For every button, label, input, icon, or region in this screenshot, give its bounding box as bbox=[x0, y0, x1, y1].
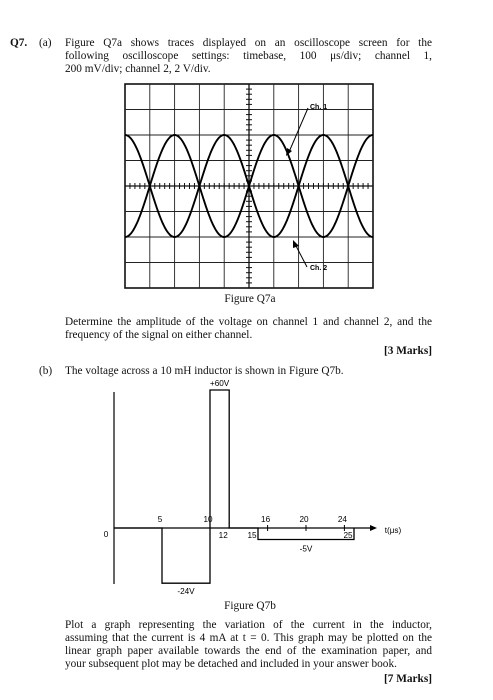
figure-q7b-caption: Figure Q7b bbox=[224, 600, 276, 612]
ch2-label: Ch. 2 bbox=[310, 265, 328, 272]
part-a-task-line-1: Determine the amplitude of the voltage on channel 1 and channel 2, and the bbox=[65, 316, 432, 328]
part-b-line-1: The voltage across a 10 mH inductor is shown in Figure Q7b. bbox=[65, 365, 344, 377]
part-a-task-line-2: frequency of the signal on either channel. bbox=[65, 329, 253, 341]
time-tick-label: 20 bbox=[299, 515, 309, 524]
part-b-task-line-1: Plot a graph representing the variation of the current in the inductor, bbox=[65, 619, 432, 631]
part-b-task-line-4: your subsequent plot may be detached and included in your answer book. bbox=[65, 658, 397, 670]
bottom-voltage-label: -24V bbox=[177, 587, 195, 597]
figure-q7a-caption: Figure Q7a bbox=[224, 293, 276, 305]
time-tick-label: 10 bbox=[203, 515, 213, 524]
ch1-label: Ch. 1 bbox=[310, 104, 328, 111]
time-tick-label: 5 bbox=[157, 515, 163, 524]
time-axis-label: t(μs) bbox=[384, 526, 402, 535]
origin-label: 0 bbox=[103, 530, 109, 539]
part-a-label: (a) bbox=[39, 37, 52, 49]
voltage-waveform bbox=[104, 379, 402, 596]
part-b-task-line-2: assuming that the current is 4 mA at t = 0. This graph may be plotted on the bbox=[65, 632, 432, 644]
time-tick-label: 16 bbox=[261, 515, 271, 524]
time-tick-label: 25 bbox=[343, 531, 353, 540]
part-a-line-2: following oscilloscope settings: timebase, 100 μs/div; channel 1, bbox=[65, 50, 432, 62]
time-tick-label: 15 bbox=[247, 531, 257, 540]
top-voltage-label: +60V bbox=[209, 379, 230, 388]
time-tick-label: 24 bbox=[337, 515, 347, 524]
part-b-task-line-3: linear graph paper available towards the end of the examination paper, and bbox=[65, 645, 432, 657]
neg5-voltage-label: -5V bbox=[299, 544, 313, 554]
time-tick-label: 12 bbox=[218, 531, 228, 540]
voltage-waveform-line bbox=[114, 390, 354, 583]
part-b-marks: [7 Marks] bbox=[383, 673, 432, 685]
part-b-label: (b) bbox=[39, 365, 53, 377]
part-a-marks: [3 Marks] bbox=[383, 345, 432, 357]
part-a-line-1: Figure Q7a shows traces displayed on an oscilloscope screen for the bbox=[65, 37, 432, 49]
time-axis-arrow bbox=[370, 525, 377, 531]
question-number: Q7. bbox=[10, 37, 28, 49]
part-a-line-3: 200 mV/div; channel 2, 2 V/div. bbox=[65, 63, 211, 75]
